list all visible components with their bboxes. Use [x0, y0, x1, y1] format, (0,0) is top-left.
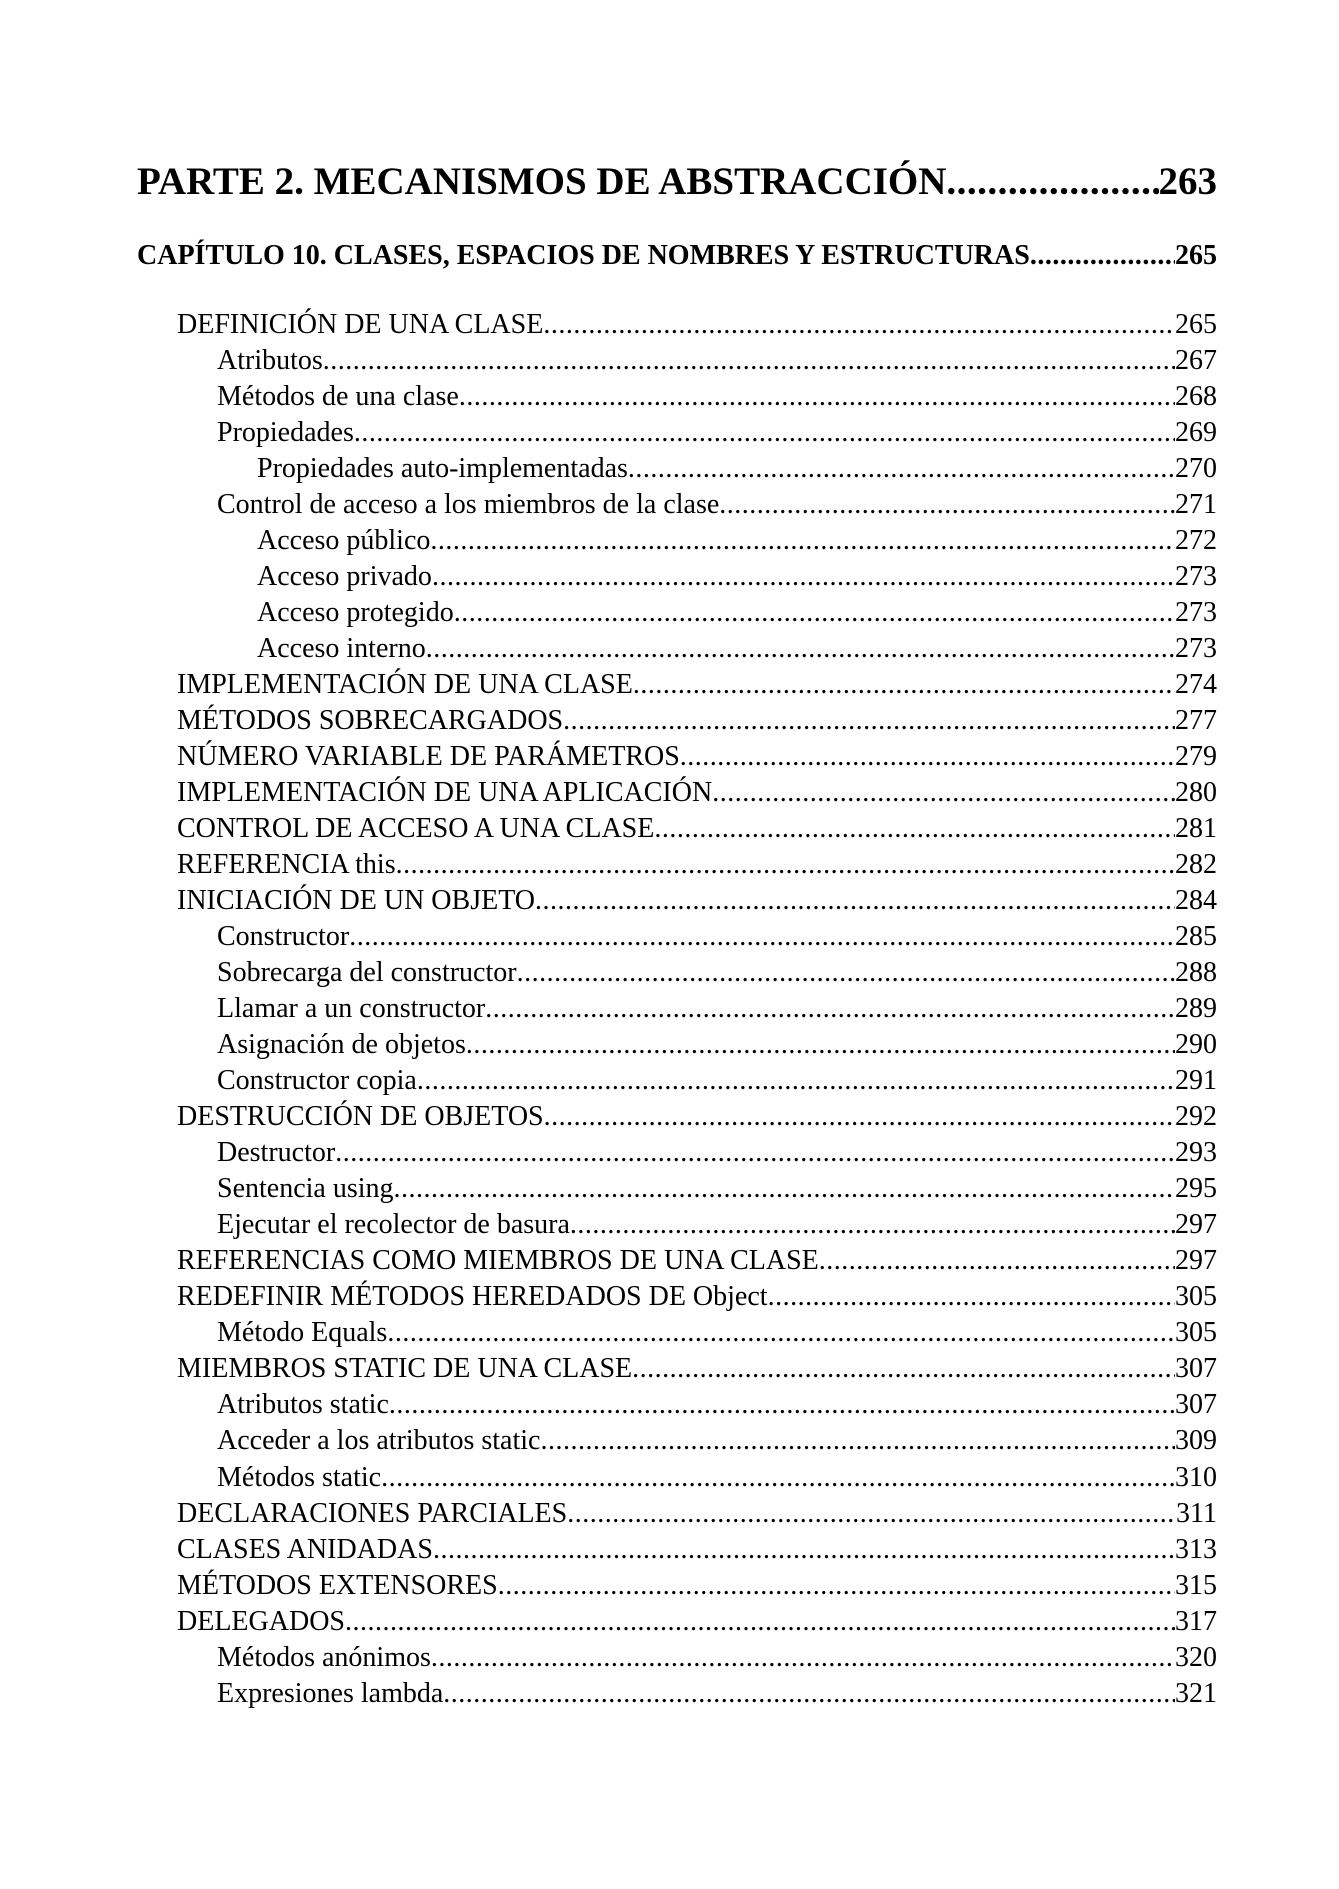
dot-leader: [454, 595, 1175, 631]
toc-entry: [137, 811, 1217, 847]
toc-entry: [137, 343, 1217, 379]
toc-entry: [137, 1676, 1217, 1712]
toc-entry: [137, 1532, 1217, 1568]
dot-leader: [946, 158, 1158, 206]
toc-entry-title: DEFINICIÓN DE UNA CLASE: [177, 309, 544, 340]
dot-leader: [570, 1207, 1175, 1243]
toc-entry-title: NÚMERO VARIABLE DE PARÁMETROS: [177, 741, 680, 773]
toc-entry-page-number: 267: [1175, 345, 1217, 377]
toc-entry: [137, 1027, 1217, 1063]
dot-leader: [535, 883, 1175, 919]
dot-leader: [396, 847, 1175, 883]
dot-leader: [389, 1387, 1175, 1423]
toc-entry-page-number: 274: [1175, 669, 1217, 701]
dot-leader: [335, 1135, 1175, 1171]
toc-entry-title: IMPLEMENTACIÓN DE UNA CLASE: [177, 669, 633, 701]
toc-entry-page-number: 288: [1175, 957, 1217, 989]
dot-leader: [426, 631, 1175, 667]
toc-entry-page-number: 273: [1175, 597, 1217, 629]
toc-entry-title: Propiedades: [217, 417, 354, 449]
dot-leader: [768, 1279, 1175, 1315]
toc-entry: [137, 1604, 1217, 1640]
dot-leader: [567, 1496, 1176, 1532]
toc-entry: [137, 523, 1217, 559]
toc-entry-title: Acceso privado: [257, 561, 432, 593]
toc-entry-title: Ejecutar el recolector de basura: [217, 1209, 570, 1241]
toc-entry-page-number: 289: [1175, 993, 1217, 1025]
toc-entry-title: REFERENCIAS COMO MIEMBROS DE UNA CLASE: [177, 1245, 819, 1277]
toc-entry: [137, 703, 1217, 739]
toc-entry: [137, 775, 1217, 811]
toc-entry: [137, 1207, 1217, 1243]
toc-entry-page-number: 291: [1175, 1065, 1217, 1097]
toc-entry: [137, 559, 1217, 595]
toc-entry-page-number: 273: [1175, 633, 1217, 665]
toc-entry-page-number: 305: [1175, 1281, 1217, 1313]
toc-entry-page-number: 265: [1175, 309, 1217, 340]
dot-leader: [712, 775, 1175, 811]
dot-leader: [432, 559, 1175, 595]
toc-entry-title: Acceso protegido: [257, 597, 454, 629]
toc-entry: [137, 919, 1217, 955]
dot-leader: [345, 1604, 1175, 1640]
chapter-heading: [137, 238, 1217, 274]
dot-leader: [719, 487, 1175, 523]
dot-leader: [430, 523, 1175, 559]
toc-entry: [137, 883, 1217, 919]
part-title: PARTE 2. MECANISMOS DE ABSTRACCIÓN: [137, 160, 947, 203]
toc-entry-title: Acceso público: [257, 525, 431, 557]
dot-leader: [1030, 238, 1175, 274]
toc-entry-title: REDEFINIR MÉTODOS HEREDADOS DE Object: [177, 1281, 768, 1313]
toc-entry: [137, 847, 1217, 883]
toc-entry: [137, 1315, 1217, 1351]
toc-entry: [137, 955, 1217, 991]
toc-entry-page-number: 270: [1175, 453, 1217, 485]
toc-entry-page-number: 279: [1175, 741, 1217, 773]
toc-entry-page-number: 277: [1175, 705, 1217, 737]
dot-leader: [443, 1676, 1175, 1712]
toc-entry-title: Métodos static: [217, 1461, 382, 1493]
dot-leader: [563, 703, 1175, 739]
toc-entry-page-number: 272: [1175, 525, 1217, 557]
toc-entry-title: Método Equals: [217, 1317, 388, 1349]
toc-entry-title: MÉTODOS EXTENSORES: [177, 1569, 498, 1601]
toc-entry-page-number: 307: [1175, 1353, 1217, 1385]
toc-entry: [137, 1423, 1217, 1459]
toc-entry-title: IMPLEMENTACIÓN DE UNA APLICACIÓN: [177, 777, 713, 809]
toc-entry-page-number: 317: [1175, 1605, 1217, 1637]
dot-leader: [354, 415, 1175, 451]
toc-entry-title: REFERENCIA this: [177, 849, 396, 881]
dot-leader: [680, 739, 1175, 775]
dot-leader: [654, 811, 1175, 847]
dot-leader: [485, 991, 1175, 1027]
toc-entry: [137, 1496, 1217, 1532]
toc-entry-title: Llamar a un constructor: [217, 993, 486, 1025]
dot-leader: [394, 1171, 1175, 1207]
dot-leader: [349, 919, 1175, 955]
toc-entry-page-number: 309: [1175, 1425, 1217, 1457]
toc-entry-title: MIEMBROS STATIC DE UNA CLASE: [177, 1353, 633, 1385]
toc-entry-page-number: 280: [1175, 777, 1217, 809]
toc-entry-title: Atributos static: [217, 1389, 389, 1421]
dot-leader: [517, 955, 1175, 991]
part-page-number: 263: [1158, 160, 1217, 203]
toc-entry: [137, 1135, 1217, 1171]
toc-entry-title: Métodos de una clase: [217, 381, 459, 413]
part-heading: [137, 158, 1217, 206]
toc-entry-title: Atributos: [217, 345, 323, 377]
dot-leader: [819, 1243, 1175, 1279]
toc-entry-title: Acceder a los atributos static: [217, 1425, 541, 1457]
chapter-title: CAPÍTULO 10. CLASES, ESPACIOS DE NOMBRES Y ESTRUCTURAS: [137, 240, 1030, 271]
toc-entry-title: Control de acceso a los miembros de la clase: [217, 489, 720, 521]
dot-leader: [540, 1423, 1175, 1459]
dot-leader: [466, 1027, 1175, 1063]
toc-entry-title: DECLARACIONES PARCIALES: [177, 1497, 568, 1529]
toc-entry-title: CONTROL DE ACCESO A UNA CLASE: [177, 813, 655, 845]
dot-leader: [633, 667, 1175, 703]
toc-entry: [137, 1279, 1217, 1315]
toc-entry-page-number: 307: [1175, 1389, 1217, 1421]
toc-entry-page-number: 297: [1175, 1209, 1217, 1241]
toc-entry-title: Constructor copia: [217, 1065, 417, 1097]
toc-entry-title: MÉTODOS SOBRECARGADOS: [177, 705, 564, 737]
toc-entry: [137, 379, 1217, 415]
toc-entry: [137, 991, 1217, 1027]
toc-entry-title: Sobrecarga del constructor: [217, 957, 517, 989]
dot-leader: [628, 451, 1175, 487]
toc-entry: [137, 1171, 1217, 1207]
toc-entry: [137, 1568, 1217, 1604]
toc-entry: [137, 595, 1217, 631]
toc-entry-page-number: 311: [1176, 1497, 1217, 1529]
dot-leader: [543, 307, 1175, 343]
toc-entry-page-number: 282: [1175, 849, 1217, 881]
toc-entry-title: Expresiones lambda: [217, 1677, 444, 1709]
toc-entry: [137, 1243, 1217, 1279]
dot-leader: [632, 1351, 1175, 1387]
toc-entry-title: Constructor: [217, 921, 350, 953]
toc-entry-page-number: 297: [1175, 1245, 1217, 1277]
toc-entry-page-number: 281: [1175, 813, 1217, 845]
toc-entry: [137, 631, 1217, 667]
dot-leader: [387, 1315, 1175, 1351]
dot-leader: [417, 1063, 1175, 1099]
toc-entry-page-number: 271: [1175, 489, 1217, 521]
toc-entry-page-number: 285: [1175, 921, 1217, 953]
toc-entry-page-number: 305: [1175, 1317, 1217, 1349]
toc-entry: [137, 1351, 1217, 1387]
toc-entry-page-number: 273: [1175, 561, 1217, 593]
toc-entries-list: [137, 307, 1217, 1712]
toc-entry-page-number: 313: [1175, 1533, 1217, 1565]
toc-entry: [137, 667, 1217, 703]
toc-entry: [137, 1460, 1217, 1496]
toc-entry-page-number: 268: [1175, 381, 1217, 413]
dot-leader: [498, 1568, 1175, 1604]
toc-entry-title: Acceso interno: [257, 633, 426, 665]
toc-entry-page-number: 321: [1175, 1677, 1217, 1709]
toc-entry-page-number: 295: [1175, 1173, 1217, 1205]
toc-entry: [137, 1640, 1217, 1676]
toc-entry: [137, 451, 1217, 487]
toc-entry-page-number: 290: [1175, 1029, 1217, 1061]
toc-entry: [137, 487, 1217, 523]
toc-entry: [137, 307, 1217, 343]
toc-entry-page-number: 269: [1175, 417, 1217, 449]
toc-entry-title: Sentencia using: [217, 1173, 394, 1205]
toc-entry-title: Destructor: [217, 1137, 336, 1169]
dot-leader: [323, 343, 1175, 379]
toc-entry-title: DELEGADOS: [177, 1605, 345, 1637]
toc-entry-title: INICIACIÓN DE UN OBJETO: [177, 885, 536, 917]
toc-entry: [137, 739, 1217, 775]
dot-leader: [544, 1099, 1175, 1135]
toc-entry-title: Métodos anónimos: [217, 1641, 431, 1673]
toc-entry-page-number: 315: [1175, 1569, 1217, 1601]
toc-entry-title: CLASES ANIDADAS: [177, 1533, 433, 1565]
toc-entry: [137, 1387, 1217, 1423]
toc-entry-page-number: 292: [1175, 1101, 1217, 1133]
toc-entry: [137, 415, 1217, 451]
dot-leader: [459, 379, 1175, 415]
toc-entry-title: DESTRUCCIÓN DE OBJETOS: [177, 1101, 544, 1133]
dot-leader: [431, 1640, 1175, 1676]
dot-leader: [433, 1532, 1175, 1568]
toc-entry: [137, 1063, 1217, 1099]
toc-entry-page-number: 320: [1175, 1641, 1217, 1673]
toc-entry: [137, 1099, 1217, 1135]
toc-entry-page-number: 310: [1175, 1461, 1217, 1493]
toc-entry-title: Asignación de objetos: [217, 1029, 466, 1061]
chapter-page-number: 265: [1175, 240, 1217, 271]
toc-entry-title: Propiedades auto-implementadas: [257, 453, 628, 485]
toc-entry-page-number: 293: [1175, 1137, 1217, 1169]
dot-leader: [381, 1460, 1175, 1496]
toc-entry-page-number: 284: [1175, 885, 1217, 917]
